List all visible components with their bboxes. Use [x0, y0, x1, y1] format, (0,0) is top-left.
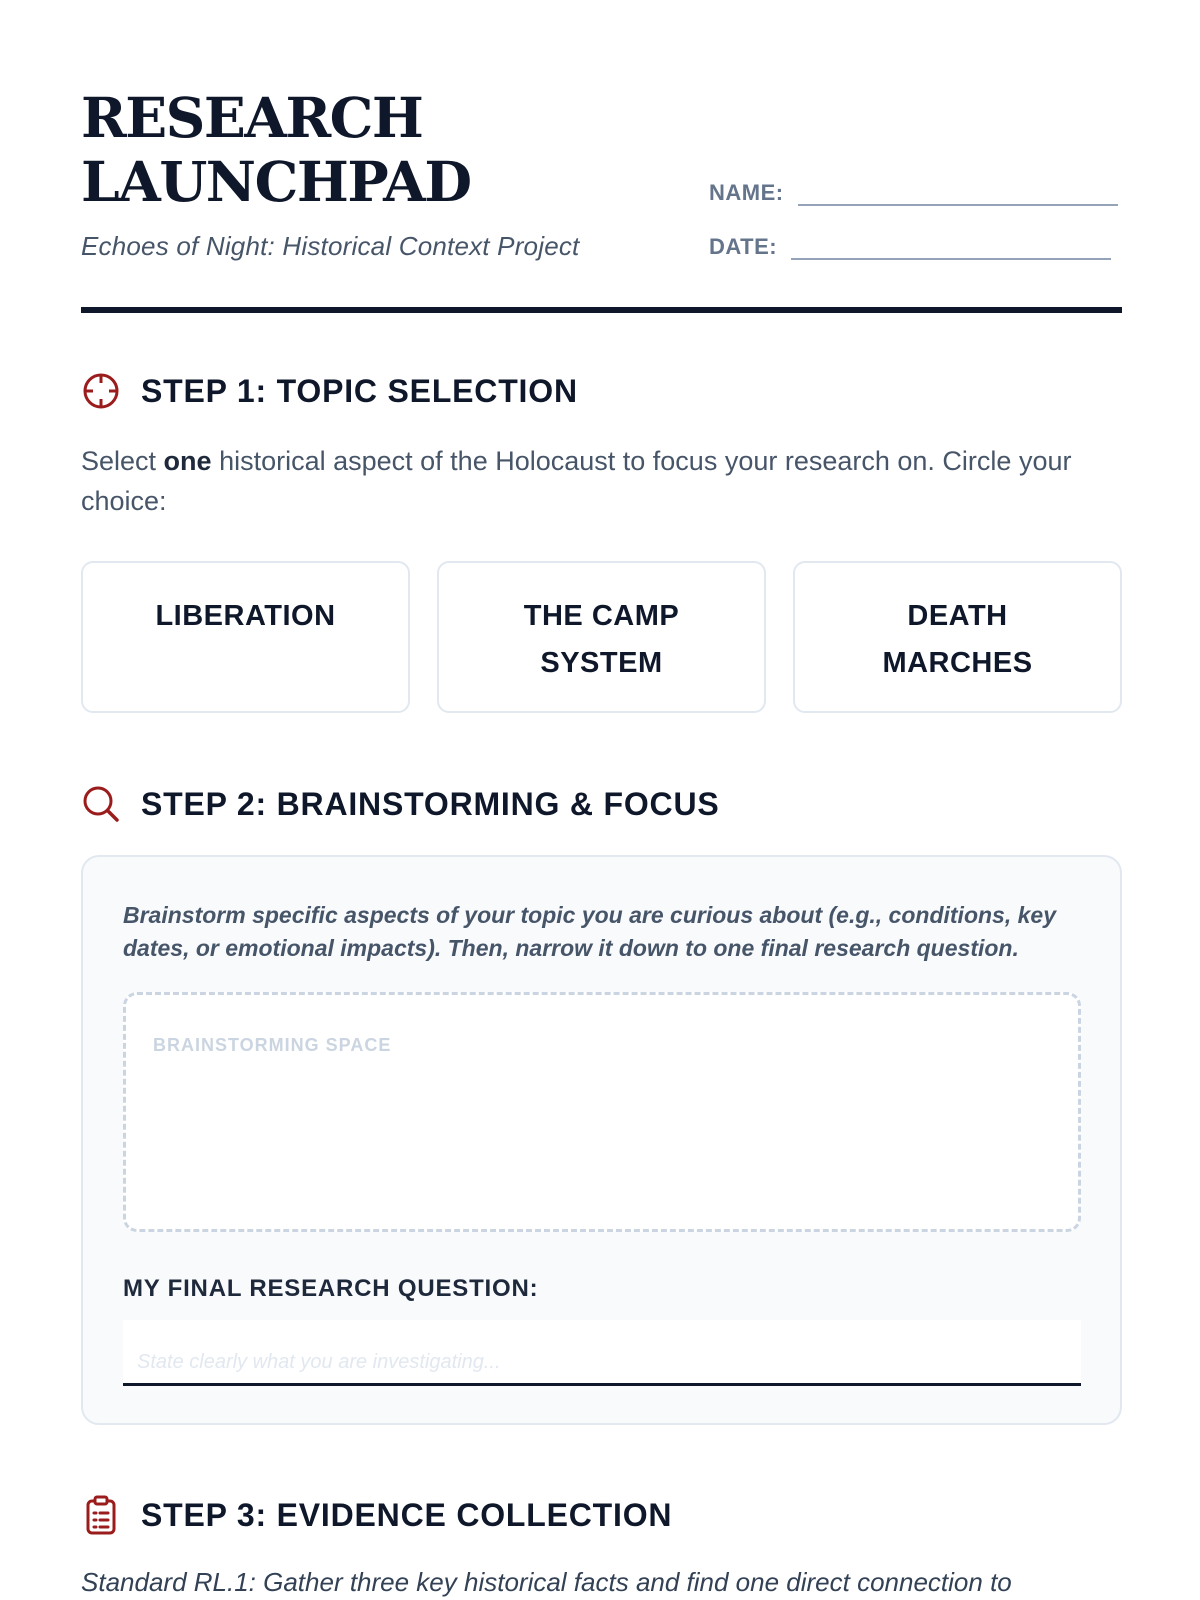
research-question-input[interactable]	[123, 1320, 1081, 1386]
name-field	[709, 180, 1118, 206]
header-divider	[81, 307, 1122, 313]
topic-label: DEATH MARCHES	[882, 600, 1033, 679]
instruction-after: historical aspect of the Holocaust to focus your research on. Circle your choice:	[81, 446, 1072, 516]
date-label: DATE:	[709, 234, 778, 259]
instruction-before: Select	[81, 446, 164, 476]
name-line[interactable]	[798, 180, 1118, 206]
date-line[interactable]	[791, 234, 1111, 260]
topic-label: THE CAMP SYSTEM	[523, 600, 680, 679]
clipboard-icon	[81, 1495, 121, 1535]
page-subtitle: Echoes of Night: Historical Context Project	[81, 231, 580, 261]
step-1-instructions	[81, 441, 1091, 521]
topic-card-liberation[interactable]	[81, 561, 410, 713]
brainstorm-hint: Brainstorm specific aspects of your topic you are curious about (e.g., conditions, key dates, or emotional impacts). Then, narrow it down to one final research question.	[123, 902, 1056, 961]
crosshair-icon	[81, 371, 121, 411]
step-3-standard: Standard RL.1: Gather three key historical facts and find one direct connection to	[81, 1567, 1012, 1597]
date-field	[709, 234, 1111, 260]
research-question-label: MY FINAL RESEARCH QUESTION:	[123, 1275, 539, 1302]
title-line-1: RESEARCH	[81, 85, 423, 150]
step-2-heading	[81, 784, 720, 824]
topic-card-camp-system[interactable]	[437, 561, 766, 713]
topic-card-death-marches[interactable]	[793, 561, 1122, 713]
title-line-2: LAUNCHPAD	[81, 149, 471, 214]
step-3-title: STEP 3: EVIDENCE COLLECTION	[141, 1496, 673, 1533]
step-3-heading	[81, 1495, 672, 1535]
step-1-title: STEP 1: TOPIC SELECTION	[141, 372, 578, 409]
step-1-heading	[81, 371, 578, 411]
topic-label: LIBERATION	[155, 600, 336, 632]
brainstorm-label: BRAINSTORMING SPACE	[153, 1035, 392, 1055]
step-2-title: STEP 2: BRAINSTORMING & FOCUS	[141, 785, 720, 822]
topic-cards	[81, 561, 1122, 713]
name-label: NAME:	[709, 180, 784, 205]
page-title	[81, 86, 471, 214]
instruction-bold: one	[163, 446, 212, 476]
brainstorm-area[interactable]	[123, 992, 1081, 1232]
search-icon	[81, 784, 121, 824]
brainstorm-panel	[81, 855, 1122, 1425]
